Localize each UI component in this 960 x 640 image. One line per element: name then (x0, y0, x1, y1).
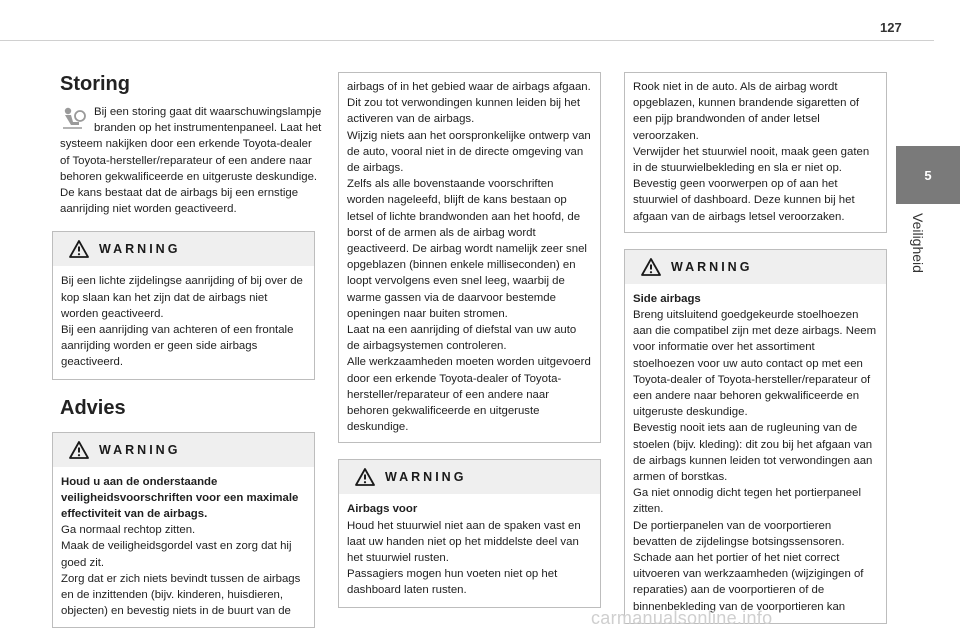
storing-text: Bij een storing gaat dit waarschuwingslampje branden op het instrumentenpaneel. Laat het systeem nakijken door een erkende Toyota-dealer of Toyota-hersteller/reparateur of een andere naar behoren gekwalificeerde en uitgeruste deskundige. De kans bestaat dat de airbags bij een ernstige aanrijding niet worden geactiveerd. (60, 106, 322, 216)
advies-heading: Advies (60, 396, 126, 419)
chapter-title: Veiligheid (910, 213, 926, 273)
warning-text: Bij een lichte zijdelingse aanrijding of bij over de kop slaan kan het zijn dat de airbags niet worden geactiveerd. Bij een aanrijding van achteren of een frontale aanrijding worden er geen side airbags geactiveerd. (61, 275, 303, 369)
watermark: carmanualsonline.info (591, 608, 773, 628)
warning-header (625, 250, 886, 284)
warning-header (53, 433, 314, 467)
warning-lead: Houd u aan de onderstaande veiligheidsvoorschriften voor een maximale effectiviteit van de airbags. (61, 475, 299, 521)
warning-triangle-icon (69, 441, 89, 459)
warning-title: WARNING (671, 259, 753, 274)
warning-header (339, 460, 600, 494)
warning-text: Houd het stuurwiel niet aan de spaken vast en laat uw handen niet op het middelste deel van het stuurwiel rusten. Passagiers mogen hun voeten niet op het dashboard laten rusten. (347, 519, 581, 597)
column-middle (346, 72, 608, 608)
warning-text: Ga normaal rechtop zitten. Maak de veiligheidsgordel vast en zorg dat hij goed zit. Zorg dat er zich niets bevindt tussen de airbags en de inzittenden (bijv. kinderen, huisdieren, objecten) en bevestig niets in de buurt van de (61, 524, 301, 618)
warning-title: WARNING (99, 242, 181, 257)
header-divider (0, 40, 934, 41)
chapter-tab[interactable] (896, 146, 960, 204)
warning-header (53, 232, 314, 266)
column-left (60, 72, 322, 628)
continued-box (338, 72, 601, 443)
page-number: 127 (880, 20, 902, 35)
warning-text: Breng uitsluitend goedgekeurde stoelhoezen aan die compatibel zijn met deze airbags. Neem voor informatie over het assortiment stoelhoezen voor uw auto contact op met een Toyota-dealer of Toyota-hersteller/reparateur of een andere naar behoren gekwalificeerde en uitgeruste deskundige. Bevestig nooit iets aan de rugleuning van de stoelen (bijv. kleding): dit zou bij het afgaan van de airbags kunnen leiden tot verwondingen aan armen of borstkas. Ga niet onnodig dicht tegen het portierpaneel zitten. De portierpanelen van de voorportieren bevatten de zijdelingse botsingssensoren. Schade aan het portier of het niet correct uitvoeren van werkzaamheden (wijzigingen of reparaties) aan de voorportieren of de binnenbekleding van de voorportieren kan (633, 309, 877, 613)
storing-heading: Storing (60, 73, 130, 95)
warning-box-front-airbags (338, 459, 601, 607)
warning-triangle-icon (641, 258, 661, 276)
storing-section (60, 104, 322, 217)
warning-box-side-impact (52, 231, 315, 379)
chapter-number: 5 (924, 167, 932, 183)
warning-title: WARNING (385, 470, 467, 485)
warning-box-advice (52, 432, 315, 629)
warning-subheading: Airbags voor (347, 503, 418, 516)
warning-subheading: Side airbags (633, 292, 701, 305)
warning-triangle-icon (69, 240, 89, 258)
continued-text: airbags of in het gebied waar de airbags afgaan. Dit zou tot verwondingen kunnen leiden bij het activeren van de airbags. Wijzig niets aan het oorspronkelijke ontwerp van de auto, vooral niet in de directe omgeving van de airbags. Zelfs als alle bovenstaande voorschriften worden nageleefd, blijft de kans bestaan op letsel of lichte brandwonden aan het hoofd, de borst of de armen als de airbag wordt geactiveerd. De airbag wordt namelijk zeer snel opgeblazen (binnen enkele milliseconden) en loopt vervolgens even snel leeg, waarbij de warme gassen via de daarvoor bestemde openingen naar buiten stromen. Laat na een aanrijding of diefstal van uw auto de airbagsystemen controleren. Alle werkzaamheden moeten worden uitgevoerd door een erkende Toyota-dealer of Toyota-hersteller/reparateur of een andere naar behoren gekwalificeerde en uitgeruste deskundige. (347, 81, 591, 434)
column-right (632, 72, 894, 624)
airbag-warning-light-icon (60, 106, 86, 130)
warning-box-side-airbags (624, 249, 887, 624)
warning-title: WARNING (99, 442, 181, 457)
warning-triangle-icon (355, 468, 375, 486)
continued-box (624, 72, 887, 233)
continued-text: Rook niet in de auto. Als de airbag wordt opgeblazen, kunnen brandende sigaretten of een pijp brandwonden of ander letsel veroorzaken. Verwijder het stuurwiel nooit, maak geen gaten in de stuurwielbekleding en sla er niet op. Bevestig geen voorwerpen op of aan het stuurwiel of dashboard. Deze kunnen bij het afgaan van de airbags letsel veroorzaken. (633, 81, 870, 223)
